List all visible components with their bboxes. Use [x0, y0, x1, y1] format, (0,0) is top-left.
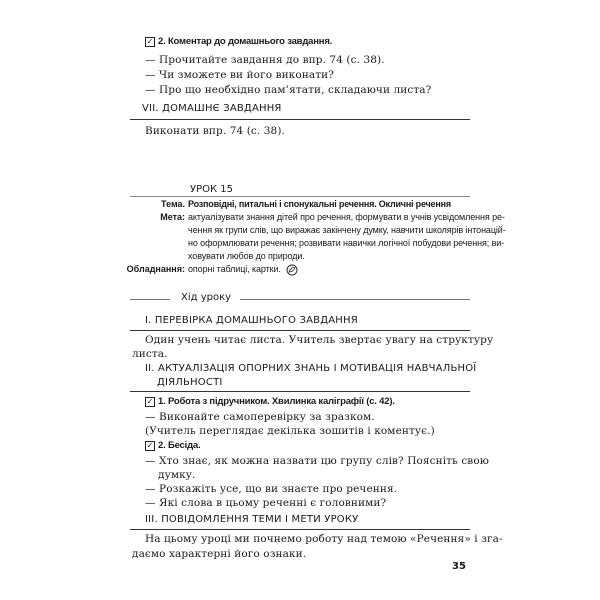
text-line: — Про що необхідно пам’ятати, складаючи листа?: [145, 84, 432, 96]
text-line: Один учень читає листа. Учитель звертає увагу на структуру: [145, 334, 494, 346]
theme-label: Тема.: [161, 199, 185, 209]
text-line: — Чи зможете ви його виконати?: [145, 69, 334, 81]
page-number: 35: [452, 561, 466, 572]
lesson-title: УРОК 15: [190, 184, 233, 195]
section-title: VII. ДОМАШНЄ ЗАВДАННЯ: [142, 103, 282, 114]
theme-value: Розповідні, питальні і спонукальні речення. Окличні речення: [188, 199, 451, 209]
section-rule: [130, 529, 470, 530]
checkbox-checked-icon: ✓: [146, 441, 154, 450]
text-line: листа.: [132, 348, 168, 360]
text-line: — Які слова в цьому реченні є головними?: [145, 497, 387, 509]
section-title: III. ПОВІДОМЛЕННЯ ТЕМИ І МЕТИ УРОКУ: [145, 514, 359, 525]
section-rule: [130, 391, 470, 392]
flow-title: Хід уроку: [181, 292, 232, 303]
goal-line: ховувати любов до природи.: [188, 251, 305, 261]
section-title: II. АКТУАЛІЗАЦІЯ ОПОРНИХ ЗНАНЬ І МОТИВАЦІЯ НАВЧАЛЬНОЇ: [145, 363, 477, 374]
task-title: 2. Коментар до домашнього завдання.: [158, 36, 333, 47]
text-line: даємо характерні його ознаки.: [132, 548, 307, 560]
goal-line: чення як групи слів, що виражає закінчену думку, навчити школярів інтонацій-: [188, 225, 506, 235]
text-line: — Виконайте самоперевірку за зразком.: [145, 411, 375, 423]
text-line: — Хто знає, як можна назвати цю групу слів? Поясніть свою: [145, 455, 489, 467]
goal-label: Мета:: [160, 212, 185, 222]
text-line: думку.: [158, 469, 196, 481]
text-line: На цьому уроці ми почнемо роботу над темою «Речення» і зга-: [145, 533, 503, 545]
text-line: Виконати впр. 74 (с. 38).: [145, 125, 285, 137]
task-title: 1. Робота з підручником. Хвилинка каліграфії (с. 42).: [158, 396, 395, 407]
task-title: 2. Бесіда.: [158, 440, 201, 451]
section-title: I. ПЕРЕВІРКА ДОМАШНЬОГО ЗАВДАННЯ: [145, 315, 358, 326]
section-title: ДІЯЛЬНОСТІ: [157, 377, 223, 388]
text-line: — Розкажіть усе, що ви знаєте про речення.: [145, 483, 398, 495]
divider: [130, 196, 470, 197]
checkbox-checked-icon: ✓: [146, 397, 154, 406]
text-line: — Прочитайте завдання до впр. 74 (с. 38).: [145, 54, 385, 66]
equipment-label: Обладнання:: [126, 264, 185, 274]
goal-line: но оформлювати речення; розвивати навички логічної побудови речення; ви-: [188, 238, 505, 248]
section-rule: [130, 119, 470, 120]
checkbox-checked-icon: ✓: [146, 37, 154, 46]
equipment-value: опорні таблиці, картки.: [188, 264, 281, 274]
text-line: (Учитель переглядає декілька зошитів і коментує.): [145, 425, 435, 437]
section-rule: [130, 330, 470, 331]
flow-rule-left: [130, 299, 170, 300]
flow-rule-right: [240, 299, 470, 300]
goal-line: актуалізувати знання дітей про речення, формувати в учнів усвідомлення ре-: [188, 212, 505, 222]
leaf-icon: [286, 261, 298, 280]
